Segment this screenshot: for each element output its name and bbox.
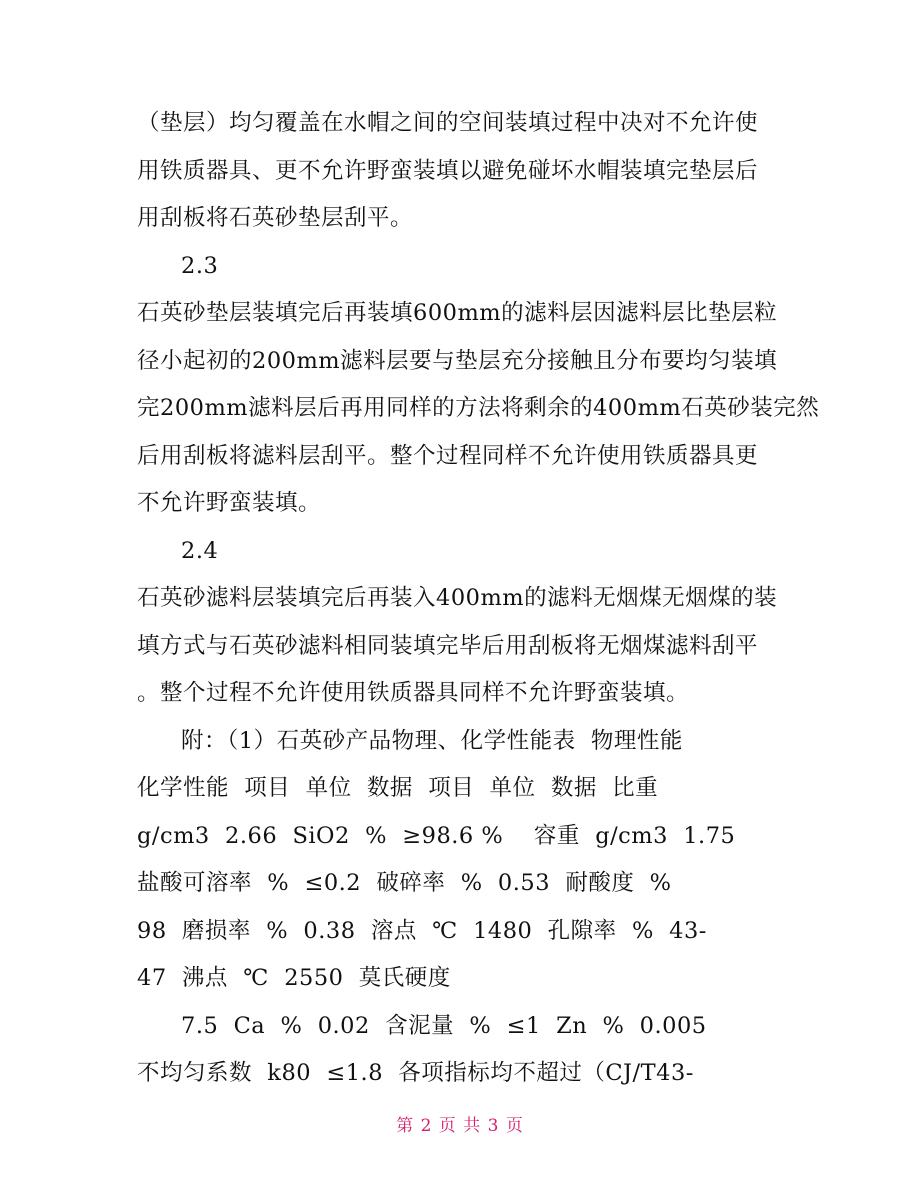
text-line: （垫层）均匀覆盖在水帽之间的空间装填过程中决对不允许使 — [137, 110, 759, 136]
text-line: 47 沸点 ℃ 2550 莫氏硬度 — [137, 965, 451, 991]
text-line: 化学性能 项目 单位 数据 项目 单位 数据 比重 — [137, 775, 659, 801]
text-line: 后用刮板将滤料层刮平。整个过程同样不允许使用铁质器具更 — [137, 442, 759, 469]
section-number: 2.4 — [181, 537, 219, 564]
text-line: 石英砂滤料层装填完后再装入400mm的滤料无烟煤无烟煤的装 — [137, 585, 778, 611]
text-line: 盐酸可溶率 % ≤0.2 破碎率 % 0.53 耐酸度 % — [137, 870, 672, 896]
document-body — [137, 100, 820, 1098]
text-line: 98 磨损率 % 0.38 溶点 ℃ 1480 孔隙率 % 43- — [137, 917, 707, 944]
text-line: 填方式与石英砂滤料相同装填完毕后用刮板将无烟煤滤料刮平 — [137, 632, 759, 659]
text-line: 石英砂垫层装填完后再装填600mm的滤料层因滤料层比垫层粒 — [137, 300, 778, 326]
text-line: 。整个过程不允许使用铁质器具同样不允许野蛮装填。 — [137, 680, 690, 706]
text-line: 7.5 Ca % 0.02 含泥量 % ≤1 Zn % 0.005 — [181, 1012, 707, 1039]
text-line: g/cm3 2.66 SiO2 % ≥98.6 % 容重 g/cm3 1.75 — [137, 822, 736, 849]
text-line: 不允许野蛮装填。 — [137, 490, 322, 516]
text-line: 用铁质器具、更不允许野蛮装填以避免碰坏水帽装填完垫层后 — [137, 157, 759, 184]
appendix-heading: 附：（1）石英砂产品物理、化学性能表 物理性能 — [181, 727, 683, 754]
page-footer: 第 2 页 共 3 页 — [396, 1116, 524, 1136]
text-line: 完200mm滤料层后再用同样的方法将剩余的400mm石英砂装完然 — [137, 395, 820, 421]
text-line: 不均匀系数 k80 ≤1.8 各项指标均不超过（CJ/T43- — [137, 1060, 694, 1086]
text-line: 用刮板将石英砂垫层刮平。 — [137, 205, 414, 231]
text-line: 径小起初的200mm滤料层要与垫层充分接触且分布要均匀装填 — [137, 347, 778, 374]
section-number: 2.3 — [181, 252, 219, 279]
